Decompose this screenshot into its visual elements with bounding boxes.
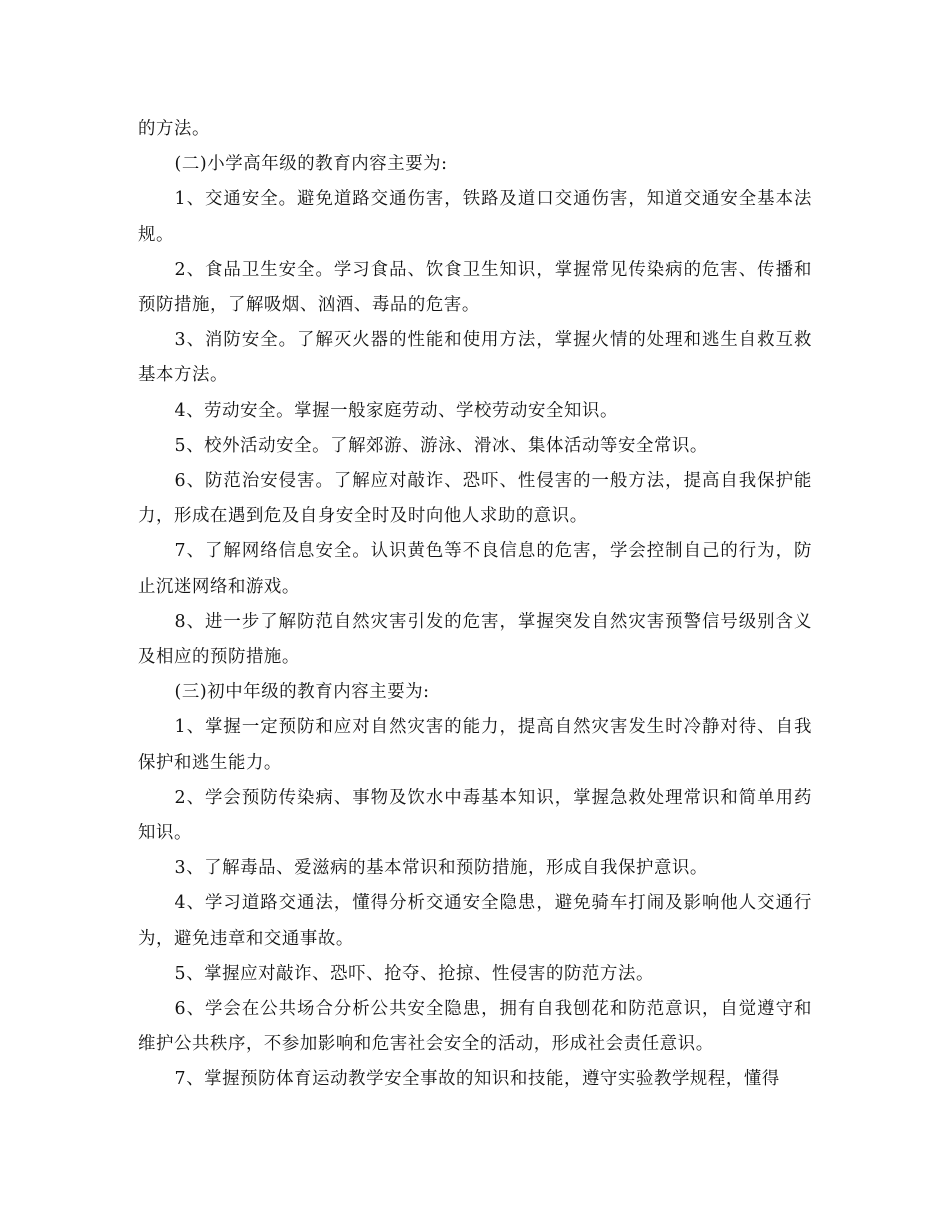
paragraph: 1、交通安全。避免道路交通伤害，铁路及道口交通伤害，知道交通安全基本法规。: [138, 189, 812, 245]
paragraph: 4、学习道路交通法，懂得分析交通安全隐患，避免骑车打闹及影响他人交通行为，避免违章和交通事故。: [138, 893, 812, 949]
section-heading-junior-high: (三)初中年级的教育内容主要为:: [174, 682, 430, 703]
section-heading-senior-primary: (二)小学高年级的教育内容主要为:: [174, 154, 448, 175]
paragraph: 的方法。: [138, 119, 210, 139]
paragraph: 3、消防安全。了解灭火器的性能和使用方法，掌握火情的处理和逃生自救互救基本方法。: [138, 330, 812, 386]
paragraph: 3、了解毒品、爱滋病的基本常识和预防措施，形成自我保护意识。: [174, 858, 708, 879]
paragraph: 5、校外活动安全。了解郊游、游泳、滑冰、集体活动等安全常识。: [174, 435, 708, 456]
paragraph: 6、防范治安侵害。了解应对敲诈、恐吓、性侵害的一般方法，提高自我保护能力，形成在遇到危及自身安全时及时向他人求助的意识。: [138, 471, 812, 527]
paragraph: 6、学会在公共场合分析公共安全隐患，拥有自我刨花和防范意识，自觉遵守和维护公共秩序，不参加影响和危害社会安全的活动，形成社会责任意识。: [138, 999, 812, 1055]
paragraph: 5、掌握应对敲诈、恐吓、抢夺、抢掠、性侵害的防范方法。: [174, 963, 654, 984]
paragraph: 8、进一步了解防范自然灾害引发的危害，掌握突发自然灾害预警信号级别含义及相应的预防措施。: [138, 611, 812, 668]
paragraph: 7、了解网络信息安全。认识黄色等不良信息的危害，学会控制自己的行为，防止沉迷网络和游戏。: [138, 541, 812, 597]
paragraph: 4、劳动安全。掌握一般家庭劳动、学校劳动安全知识。: [174, 400, 618, 421]
document-page: [138, 112, 812, 1098]
paragraph: 1、掌握一定预防和应对自然灾害的能力，提高自然灾害发生时冷静对待、自我保护和逃生能力。: [138, 717, 812, 773]
paragraph: 2、学会预防传染病、事物及饮水中毒基本知识，掌握急救处理常识和简单用药知识。: [138, 787, 812, 844]
paragraph: 7、掌握预防体育运动教学安全事故的知识和技能，遵守实验教学规程，懂得: [174, 1069, 780, 1090]
paragraph: 2、食品卫生安全。学习食品、饮食卫生知识，掌握常见传染病的危害、传播和预防措施，了解吸烟、汹酒、毒品的危害。: [138, 259, 812, 316]
